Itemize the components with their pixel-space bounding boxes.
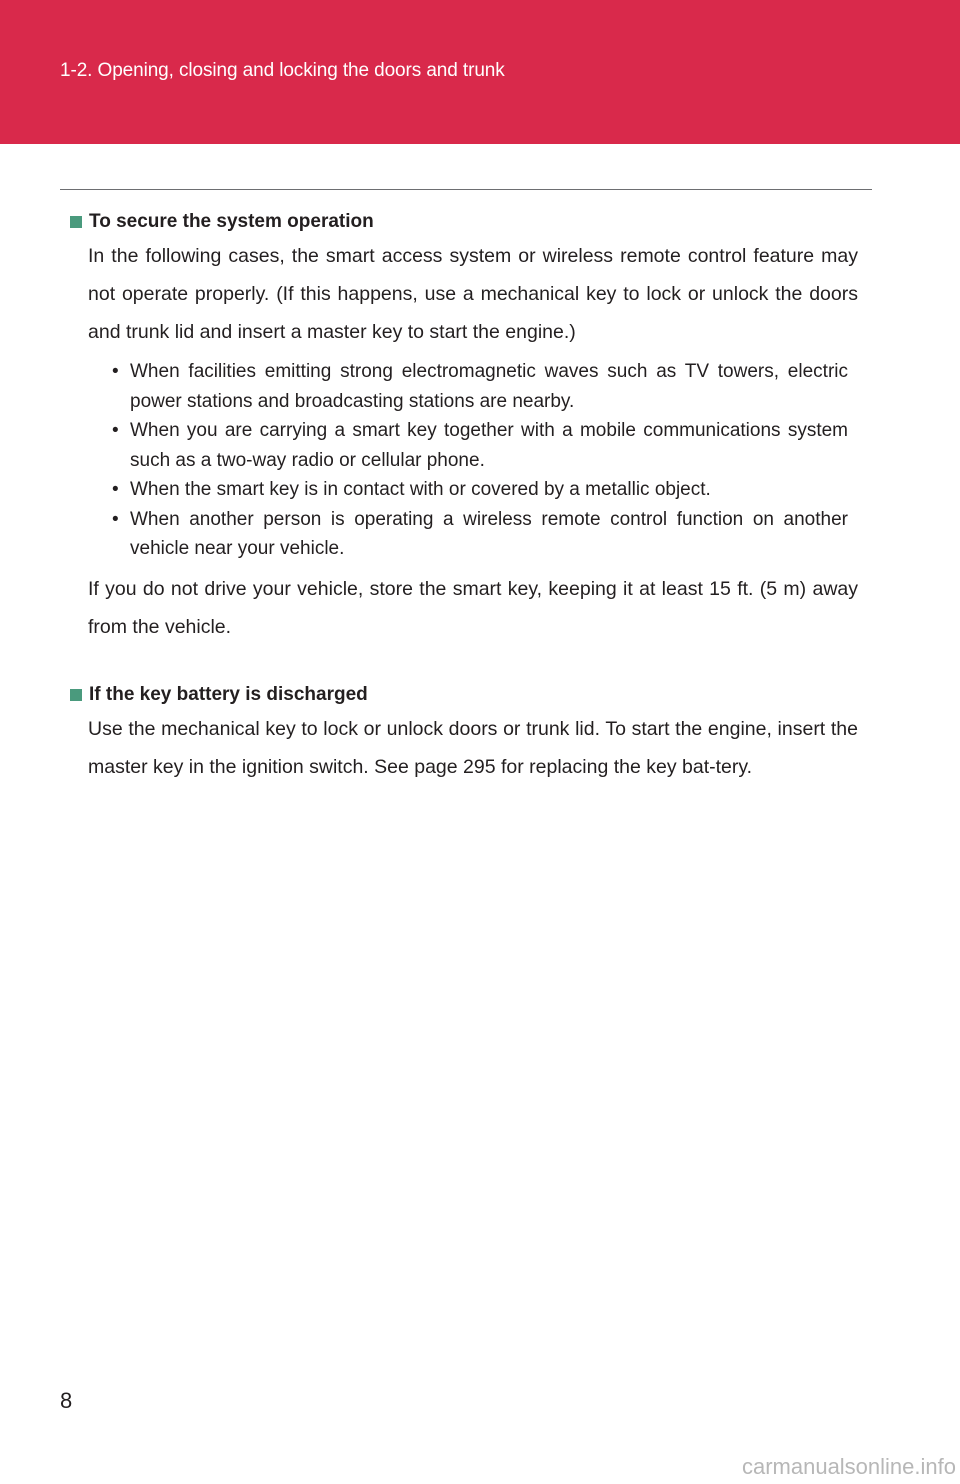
intro-paragraph: In the following cases, the smart access system or wireless remote control feature may not operate properly. (If this happens, use a mechanical key to lock or unlock the doors and trunk lid and insert a master key to start the engine.) [88,245,858,343]
divider [60,189,872,190]
bullet-dot-icon: • [112,420,119,441]
body-paragraph: Use the mechanical key to lock or unlock doors or trunk lid. To start the engine, insert the master key in the ignition switch. See page 295 for replacing the key bat-tery. [88,718,858,778]
square-bullet-icon [70,216,82,228]
section-heading-text: To secure the system operation [89,211,374,232]
list-item: • When facilities emitting strong electromagnetic waves such as TV towers, electric power stations and broadcasting stations are nearby. [112,357,848,416]
section-title: 1-2. Opening, closing and locking the doors and trunk [60,60,505,81]
square-bullet-icon [70,689,82,701]
section-heading [70,684,870,706]
bullet-dot-icon: • [112,361,119,382]
conditions-list [112,357,848,564]
section-heading-text: If the key battery is discharged [89,684,368,705]
bullet-dot-icon: • [112,508,119,530]
watermark: carmanualsonline.info [741,1454,956,1479]
header-band [0,0,960,144]
section-key-battery [70,684,870,806]
outro-paragraph: If you do not drive your vehicle, store the smart key, keeping it at least 15 ft. (5 m) away from the vehicle. [88,577,858,638]
list-item: • When the smart key is in contact with or covered by a metallic object. [112,475,848,505]
bullet-dot-icon: • [112,479,119,500]
page-number: 8 [60,1388,73,1413]
section-heading [70,211,870,233]
list-item: • When you are carrying a smart key together with a mobile communications system such as a two-way radio or cellular phone. [112,416,848,475]
list-item: • When another person is operating a wireless remote control function on another vehicle near your vehicle. [112,505,848,564]
section-secure-operation [70,211,870,665]
